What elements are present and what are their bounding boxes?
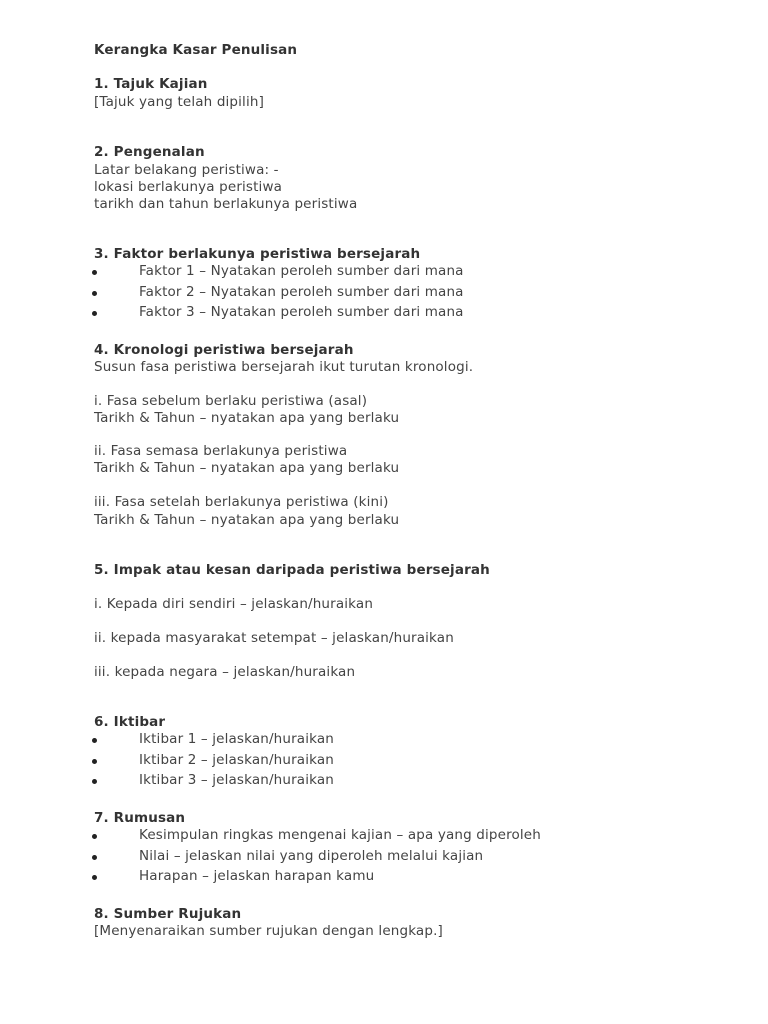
section-2-heading: 2. Pengenalan [94, 144, 205, 160]
phase-detail: Tarikh & Tahun – nyatakan apa yang berlaku [94, 512, 400, 528]
list-item: Harapan – jelaskan harapan kamu [139, 868, 375, 884]
phase-title: ii. Fasa semasa berlakunya peristiwa [94, 443, 348, 459]
section-1-text: [Tajuk yang telah dipilih] [94, 94, 264, 110]
bullet-icon [92, 311, 97, 316]
phase-detail: Tarikh & Tahun – nyatakan apa yang berlaku [94, 410, 400, 426]
section-7-heading: 7. Rumusan [94, 810, 186, 826]
list-item: Faktor 3 – Nyatakan peroleh sumber dari mana [139, 304, 464, 320]
list-item: Faktor 2 – Nyatakan peroleh sumber dari mana [139, 284, 464, 300]
section-4-heading: 4. Kronologi peristiwa bersejarah [94, 342, 354, 358]
section-2-line: Latar belakang peristiwa: - [94, 162, 279, 178]
list-item: Faktor 1 – Nyatakan peroleh sumber dari mana [139, 263, 464, 279]
list-item: Iktibar 3 – jelaskan/huraikan [139, 772, 334, 788]
section-8-text: [Menyenaraikan sumber rujukan dengan lengkap.] [94, 923, 443, 939]
bullet-icon [92, 875, 97, 880]
list-item: Kesimpulan ringkas mengenai kajian – apa yang diperoleh [139, 827, 541, 843]
impact-item: iii. kepada negara – jelaskan/huraikan [94, 664, 356, 680]
section-2-line: lokasi berlakunya peristiwa [94, 179, 283, 195]
section-2-line: tarikh dan tahun berlakunya peristiwa [94, 196, 358, 212]
section-3-heading: 3. Faktor berlakunya peristiwa bersejarah [94, 246, 421, 262]
impact-item: ii. kepada masyarakat setempat – jelaskan/huraikan [94, 630, 454, 646]
section-1-heading: 1. Tajuk Kajian [94, 76, 208, 92]
bullet-icon [92, 738, 97, 743]
bullet-icon [92, 291, 97, 296]
document-title: Kerangka Kasar Penulisan [94, 42, 298, 58]
list-item: Nilai – jelaskan nilai yang diperoleh melalui kajian [139, 848, 484, 864]
bullet-icon [92, 834, 97, 839]
phase-title: i. Fasa sebelum berlaku peristiwa (asal) [94, 393, 368, 409]
section-4-intro: Susun fasa peristiwa bersejarah ikut turutan kronologi. [94, 359, 474, 375]
list-item: Iktibar 2 – jelaskan/huraikan [139, 752, 334, 768]
list-item: Iktibar 1 – jelaskan/huraikan [139, 731, 334, 747]
phase-title: iii. Fasa setelah berlakunya peristiwa (kini) [94, 494, 389, 510]
section-6-heading: 6. Iktibar [94, 714, 166, 730]
bullet-icon [92, 779, 97, 784]
bullet-icon [92, 759, 97, 764]
section-8-heading: 8. Sumber Rujukan [94, 906, 242, 922]
bullet-icon [92, 270, 97, 275]
phase-detail: Tarikh & Tahun – nyatakan apa yang berlaku [94, 460, 400, 476]
impact-item: i. Kepada diri sendiri – jelaskan/huraikan [94, 596, 374, 612]
bullet-icon [92, 855, 97, 860]
section-5-heading: 5. Impak atau kesan daripada peristiwa bersejarah [94, 562, 490, 578]
